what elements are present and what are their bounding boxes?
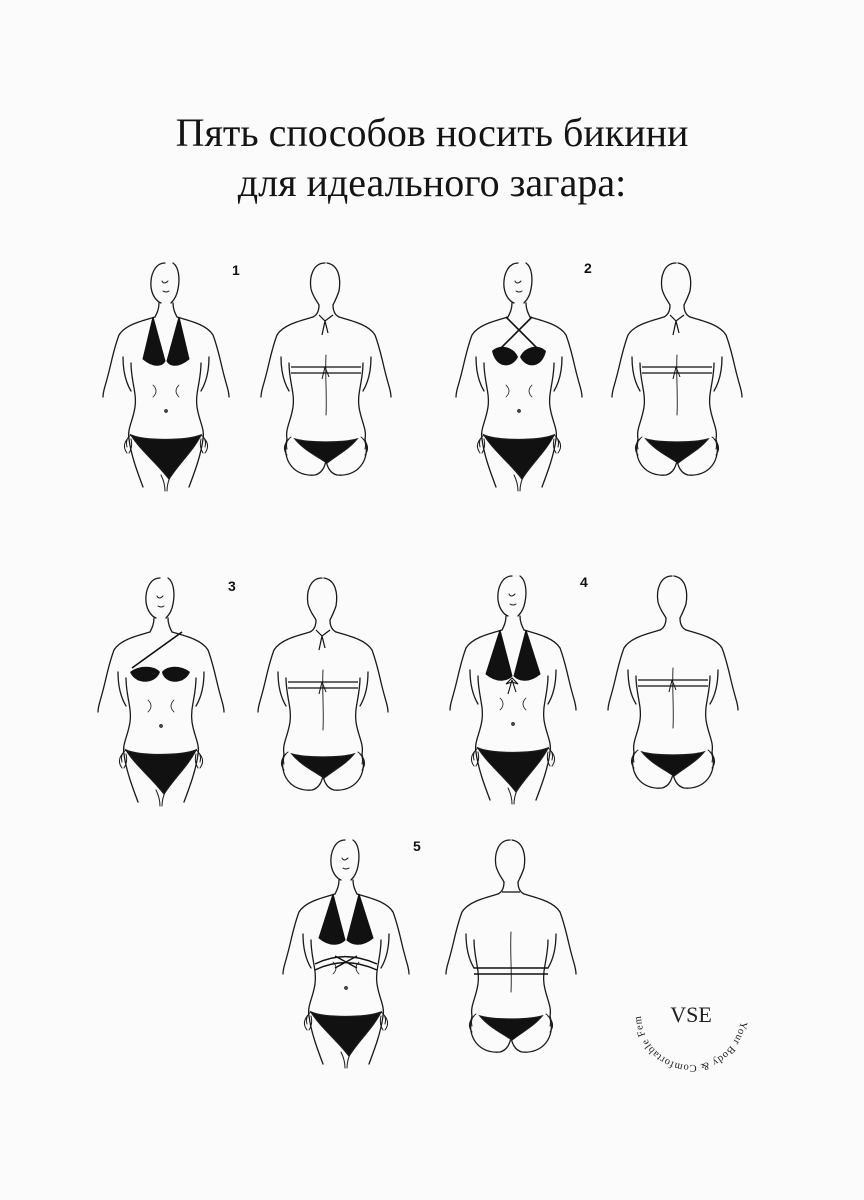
style-2-back-figure [676, 265, 677, 266]
style-number-1: 1 [232, 262, 240, 278]
style-5-front-figure [345, 842, 346, 843]
style-3-back-figure [322, 580, 323, 581]
logo-ring-text: Your Body & Comfortable Fem [632, 1015, 749, 1074]
style-number-4: 4 [580, 574, 588, 590]
logo-monogram: VSE [670, 1002, 712, 1027]
page-title [0, 108, 864, 208]
style-number-3: 3 [228, 578, 236, 594]
style-number-2: 2 [584, 260, 592, 276]
style-number-5: 5 [413, 838, 421, 854]
style-3-front-figure [160, 580, 161, 581]
style-1-front-figure [165, 265, 166, 266]
title-line-2: для идеального загара: [237, 160, 627, 205]
style-5-back-figure [510, 842, 511, 843]
style-4-back-figure [672, 578, 673, 579]
style-2-front-figure [518, 265, 519, 266]
brand-seal [626, 950, 756, 1080]
title-line-1: Пять способов носить бикини [175, 110, 689, 155]
style-1-back-figure [325, 265, 326, 266]
style-4-front-figure [512, 578, 513, 579]
brand-logo [626, 950, 756, 1080]
